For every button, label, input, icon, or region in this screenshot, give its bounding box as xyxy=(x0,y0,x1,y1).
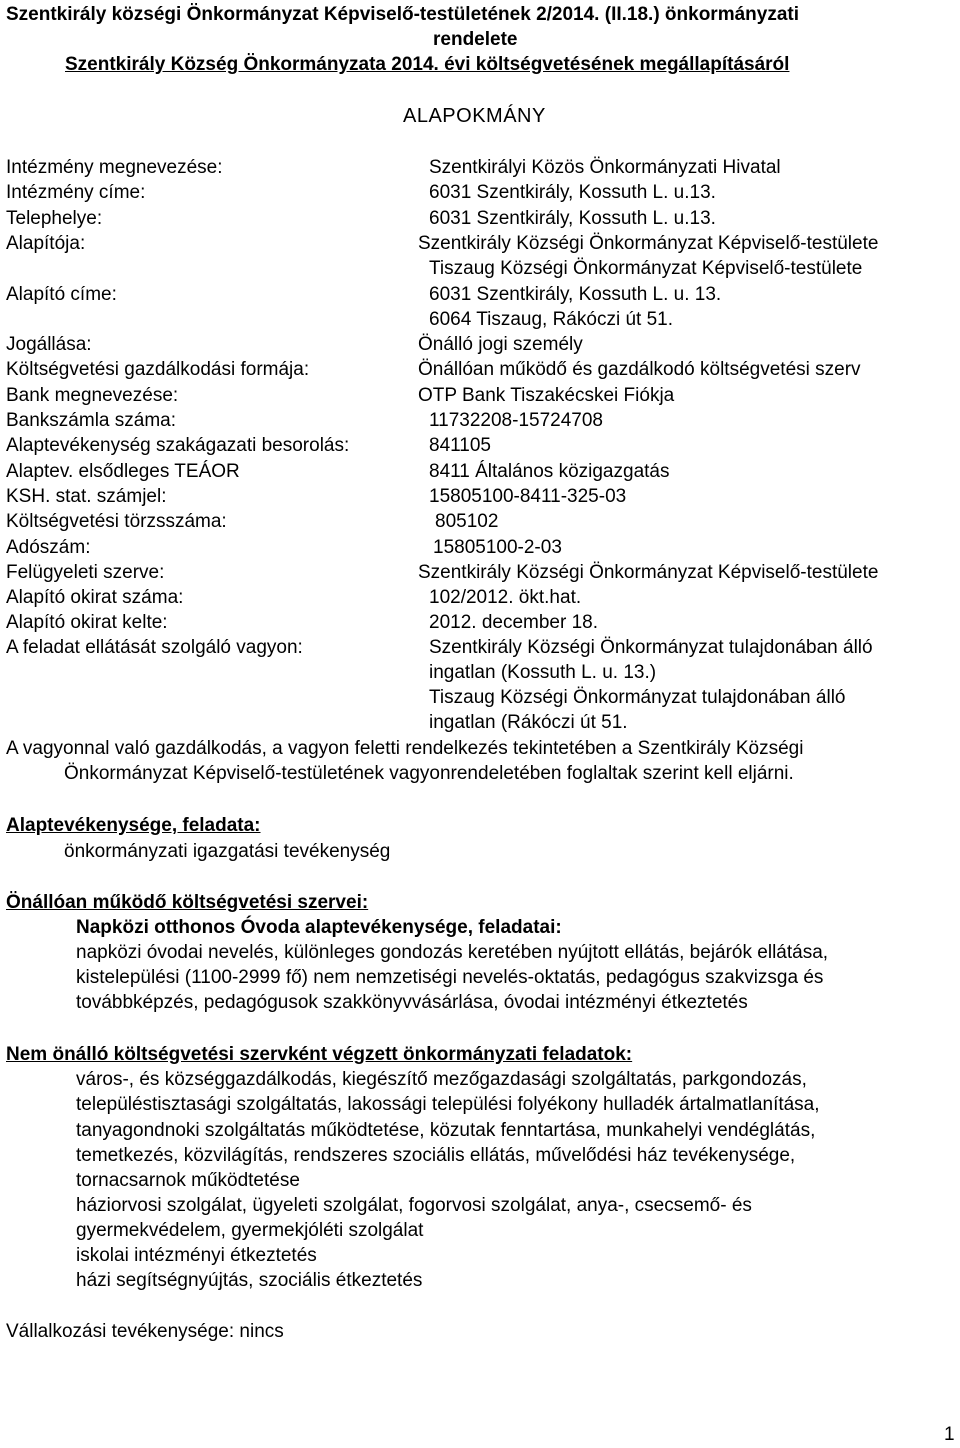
alaptevekenyseg-text: önkormányzati igazgatási tevékenység xyxy=(64,841,391,862)
field-value-cont: Tiszaug Községi Önkormányzat Képviselő-testülete xyxy=(429,258,863,279)
field-value: 8411 Általános közigazgatás xyxy=(429,461,670,482)
field-label: Alaptevékenység szakágazati besorolás: xyxy=(6,435,350,456)
field-value-cont: ingatlan (Kossuth L. u. 13.) xyxy=(429,662,657,683)
vallalkozasi-line: Vállalkozási tevékenysége: nincs xyxy=(6,1321,284,1342)
field-label: Bank megnevezése: xyxy=(6,385,179,406)
field-value: 102/2012. ökt.hat. xyxy=(429,587,582,608)
field-value: OTP Bank Tiszakécskei Fiókja xyxy=(418,385,675,406)
field-label: KSH. stat. számjel: xyxy=(6,486,167,507)
field-label: Jogállása: xyxy=(6,334,92,355)
field-label: Alapítója: xyxy=(6,233,86,254)
field-label: A feladat ellátását szolgáló vagyon: xyxy=(6,637,303,658)
field-value-cont: 6064 Tiszaug, Rákóczi út 51. xyxy=(429,309,673,330)
field-value: 6031 Szentkirály, Kossuth L. u. 13. xyxy=(429,284,722,305)
onallo-subheading: Napközi otthonos Óvoda alaptevékenysége, feladatai: xyxy=(76,917,562,938)
nem-onallo-line: településtisztasági szolgáltatás, lakossági települési folyékony hulladék ártalmatlanítása, xyxy=(76,1094,820,1115)
field-value: 11732208-15724708 xyxy=(429,410,603,431)
field-value: 805102 xyxy=(435,511,499,532)
field-label: Bankszámla száma: xyxy=(6,410,177,431)
nem-onallo-line: város-, és községgazdálkodás, kiegészítő mezőgazdasági szolgáltatás, parkgondozás, xyxy=(76,1069,807,1090)
nem-onallo-line: temetkezés, közvilágítás, rendszeres szociális ellátás, művelődési ház tevékenysége, xyxy=(76,1145,796,1166)
field-value: Szentkirályi Közös Önkormányzati Hivatal xyxy=(429,157,781,178)
alaptevekenyseg-heading: Alaptevékenysége, feladata: xyxy=(6,815,261,836)
field-value: 2012. december 18. xyxy=(429,612,599,633)
field-value: 15805100-2-03 xyxy=(433,537,562,558)
section-title: ALAPOKMÁNY xyxy=(403,105,546,127)
nem-onallo-line: iskolai intézményi étkeztetés xyxy=(76,1245,317,1266)
header-title-line3: Szentkirály Község Önkormányzata 2014. évi költségvetésének megállapításáról xyxy=(65,54,790,75)
field-value: Szentkirály Községi Önkormányzat Képviselő-testülete xyxy=(418,233,879,254)
field-value: Szentkirály Községi Önkormányzat Képviselő-testülete xyxy=(418,562,879,583)
field-label: Alaptev. elsődleges TEÁOR xyxy=(6,461,240,482)
field-value: 841105 xyxy=(429,435,491,456)
field-value: Önálló jogi személy xyxy=(418,334,583,355)
onallo-line: továbbképzés, pedagógusok szakkönyvvásárlása, óvodai intézményi étkeztetés xyxy=(76,992,748,1013)
onallo-heading: Önállóan működő költségvetési szervei: xyxy=(6,892,369,913)
nem-onallo-line: gyermekvédelem, gyermekjóléti szolgálat xyxy=(76,1220,424,1241)
nem-onallo-line: háziorvosi szolgálat, ügyeleti szolgálat, fogorvosi szolgálat, anya-, csecsemő- és xyxy=(76,1195,752,1216)
nem-onallo-line: tanyagondnoki szolgáltatás működtetése, közutak fenntartása, munkahelyi vendéglátás, xyxy=(76,1120,816,1141)
field-value: 6031 Szentkirály, Kossuth L. u.13. xyxy=(429,182,716,203)
field-label: Alapító okirat kelte: xyxy=(6,612,168,633)
nem-onallo-heading: Nem önálló költségvetési szervként végzett önkormányzati feladatok: xyxy=(6,1044,633,1065)
nem-onallo-line: házi segítségnyújtás, szociális étkeztetés xyxy=(76,1270,423,1291)
field-label: Költségvetési törzsszáma: xyxy=(6,511,227,532)
field-value: 6031 Szentkirály, Kossuth L. u.13. xyxy=(429,208,716,229)
onallo-line: kistelepülési (1100-2999 fő) nem nemzetiségi nevelés-oktatás, pedagógus szakvizsga és xyxy=(76,967,824,988)
field-label: Alapító címe: xyxy=(6,284,117,305)
field-label: Alapító okirat száma: xyxy=(6,587,184,608)
onallo-line: napközi óvodai nevelés, különleges gondozás keretében nyújtott ellátás, bejárók ellátása, xyxy=(76,942,829,963)
field-value: Önállóan működő és gazdálkodó költségvetési szerv xyxy=(418,359,861,380)
field-value-cont: ingatlan (Rákóczi út 51. xyxy=(429,712,628,733)
field-label: Felügyeleti szerve: xyxy=(6,562,165,583)
nem-onallo-line: tornacsarnok működtetése xyxy=(76,1170,300,1191)
vagyon-note-line: Önkormányzat Képviselő-testületének vagyonrendeletében foglaltak szerint kell eljárni. xyxy=(64,763,794,784)
field-label: Adószám: xyxy=(6,537,91,558)
page-number: 1 xyxy=(944,1424,955,1445)
field-value: 15805100-8411-325-03 xyxy=(429,486,627,507)
field-label: Költségvetési gazdálkodási formája: xyxy=(6,359,310,380)
field-label: Intézmény megnevezése: xyxy=(6,157,223,178)
vagyon-note-line: A vagyonnal való gazdálkodás, a vagyon feletti rendelkezés tekintetében a Szentkirály Községi xyxy=(6,738,804,759)
header-title-line1: Szentkirály községi Önkormányzat Képviselő-testületének 2/2014. (II.18.) önkormányzati xyxy=(6,4,800,25)
field-label: Intézmény címe: xyxy=(6,182,146,203)
field-label: Telephelye: xyxy=(6,208,103,229)
field-value-cont: Tiszaug Községi Önkormányzat tulajdonában álló xyxy=(429,687,846,708)
field-value: Szentkirály Községi Önkormányzat tulajdonában álló xyxy=(429,637,873,658)
header-title-line2: rendelete xyxy=(433,29,518,50)
